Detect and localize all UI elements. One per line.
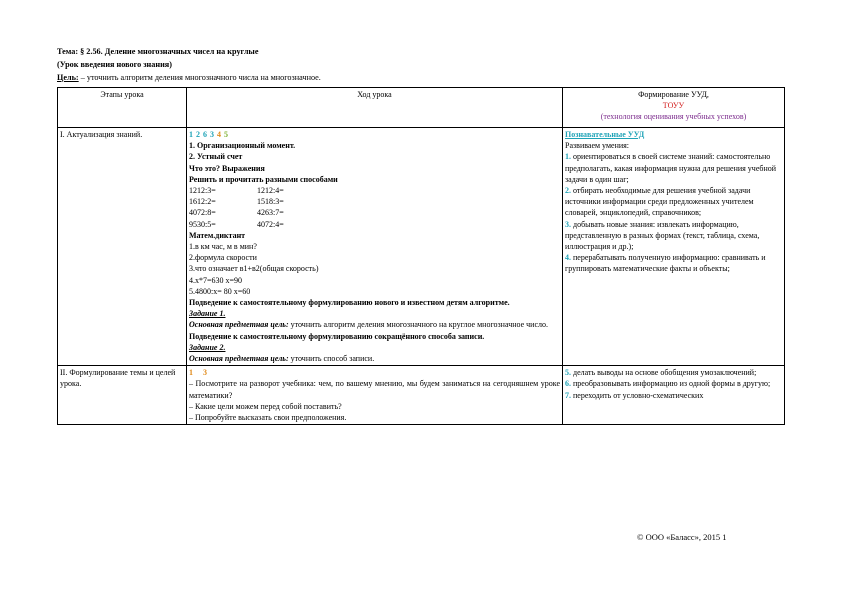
calc-expression: 4263:7= (257, 208, 284, 218)
task2-title: Задание 2. (189, 342, 226, 352)
uud-item-text: переходить от условно-схематических (571, 390, 704, 400)
uud-item (565, 378, 782, 389)
uud-item (565, 390, 782, 401)
task1-goal-label: Основная предметная цель: (189, 320, 289, 330)
uud-item-text: делать выводы на основе обобщения умозаключений; (571, 368, 757, 378)
uud-item-text: ориентироваться в своей системе знаний: самостоятельно предполагать, какая информация нужна для решения учебной задачи в один шаг; (565, 152, 777, 184)
uud-item-number: 6. (565, 379, 571, 389)
stage-actualization: I. Актуализация знаний. (58, 128, 187, 366)
uud-item (565, 185, 782, 219)
lesson-table (57, 87, 785, 425)
uud-item-number: 4. (565, 253, 571, 263)
goal-label: Цель: (57, 73, 79, 82)
slide-numbers (189, 367, 560, 378)
calc-row (189, 207, 560, 218)
uud-item (565, 252, 782, 274)
lead-new-algorithm: Подведение к самостоятельному формулированию нового и известном детям алгоритме. (189, 298, 510, 308)
uud-item-number: 5. (565, 368, 571, 378)
slide-number: 3 (210, 130, 214, 139)
task1-goal-text: уточнить алгоритм деления многозначного на круглое многозначное число. (288, 320, 548, 330)
discussion-line: – Какие цели можем перед собой поставить? (189, 401, 342, 411)
calc-expression: 1612:2= (189, 197, 216, 207)
task1-title: Задание 1. (189, 309, 226, 319)
calc-expression: 1518:3= (257, 197, 284, 207)
col-header-progress: Ход урока (187, 88, 563, 128)
task1-goal (189, 319, 560, 330)
col-header-stages: Этапы урока (58, 88, 187, 128)
uud-item-text: отбирать необходимые для решения учебной задачи источники информации среди предложенных учителем словарей, энциклопедий, справочников; (565, 186, 754, 218)
calc-expression: 1212:4= (257, 186, 284, 196)
dictation-item: 5.4800:x= 80 x=60 (189, 286, 251, 296)
calc-expression: 1212:3= (189, 186, 216, 196)
col-header-uud (563, 88, 785, 128)
uud-intro: Развиваем умения: (565, 141, 630, 151)
uud-item-text: перерабатывать полученную информацию: сравнивать и группировать математические факты и объекты; (565, 253, 766, 274)
slide-number: 4 (217, 130, 221, 139)
calc-expression: 9530:5= (189, 219, 216, 229)
lesson-topic: Тема: § 2.56. Деление многозначных чисел на круглые (57, 47, 259, 56)
uud-item (565, 151, 782, 185)
dictation-item: 3.что означает в1+в2(общая скорость) (189, 264, 319, 274)
table-row (58, 128, 785, 366)
uud-item (565, 367, 782, 378)
dictation-item: 2.формула скорости (189, 253, 257, 263)
lesson-goal (57, 73, 321, 82)
lesson-type: (Урок введения нового знания) (57, 60, 172, 69)
calc-row (189, 185, 560, 196)
task2-goal (189, 353, 560, 364)
slide-number: 3 (203, 368, 207, 378)
calc-expression: 4072:8= (189, 208, 216, 218)
solve-task: Решить и прочитать разными способами (189, 174, 338, 184)
slide-numbers (189, 129, 560, 140)
uud-item-number: 2. (565, 186, 571, 196)
dictation-item: 4.x*7=630 x=90 (189, 275, 243, 285)
goal-text: – уточнить алгоритм деления многозначного числа на многозначное. (78, 73, 321, 82)
uud-item-text: добывать новые знания: извлекать информацию, представленную в разных формах (текст, таблица, схема, иллюстрация и др.); (565, 219, 760, 252)
slide-number: 1 (189, 368, 193, 378)
uud-header-line3: (технология оценивания учебных успехов) (600, 112, 747, 122)
task2-goal-label: Основная предметная цель: (189, 354, 289, 364)
oral-counting: 2. Устный счет (189, 152, 243, 162)
lead-short-notation: Подведение к самостоятельному формулированию сокращённого способа записи. (189, 331, 485, 341)
slide-number: 6 (203, 130, 207, 139)
progress-actualization (187, 128, 563, 366)
uud-actualization (563, 128, 785, 366)
calc-row (189, 196, 560, 207)
stage-topic-goals: II. Формулирование темы и целей урока. (58, 366, 187, 425)
discussion-line: – Попробуйте высказать свои предположения. (189, 413, 347, 423)
dictation-item: 1.в км час, м в мин? (189, 242, 257, 252)
uud-item-number: 1. (565, 152, 571, 162)
org-moment: 1. Организационный момент. (189, 141, 296, 151)
uud-header-line2: ТОУУ (662, 101, 685, 111)
uud-topic-goals (563, 366, 785, 425)
copyright-footer: © ООО «Баласс», 2015 1 (637, 532, 727, 542)
uud-header-line1: Формирование УУД, (638, 90, 709, 99)
table-row (58, 366, 785, 425)
slide-number: 5 (224, 130, 228, 139)
uud-item-number: 7. (565, 390, 571, 400)
discussion-line: – Посмотрите на разворот учебника: чем, по вашему мнению, мы будем заниматься на сегодняшнем уроке математики? (189, 379, 560, 400)
question-expressions: Что это? Выражения (189, 163, 265, 173)
uud-item-number: 3. (565, 219, 571, 229)
progress-topic-goals (187, 366, 563, 425)
slide-number: 2 (196, 130, 200, 139)
calc-row (189, 219, 560, 230)
task2-goal-text: уточнить способ записи. (288, 354, 375, 364)
dictation-title: Матем.диктант (189, 230, 246, 240)
uud-item (565, 219, 782, 253)
slide-number: 1 (189, 130, 193, 139)
calc-expression: 4072:4= (257, 219, 284, 229)
uud-item-text: преобразовывать информацию из одной формы в другую; (571, 379, 771, 389)
table-header-row (58, 88, 785, 128)
uud-title: Познавательные УУД (565, 130, 645, 139)
